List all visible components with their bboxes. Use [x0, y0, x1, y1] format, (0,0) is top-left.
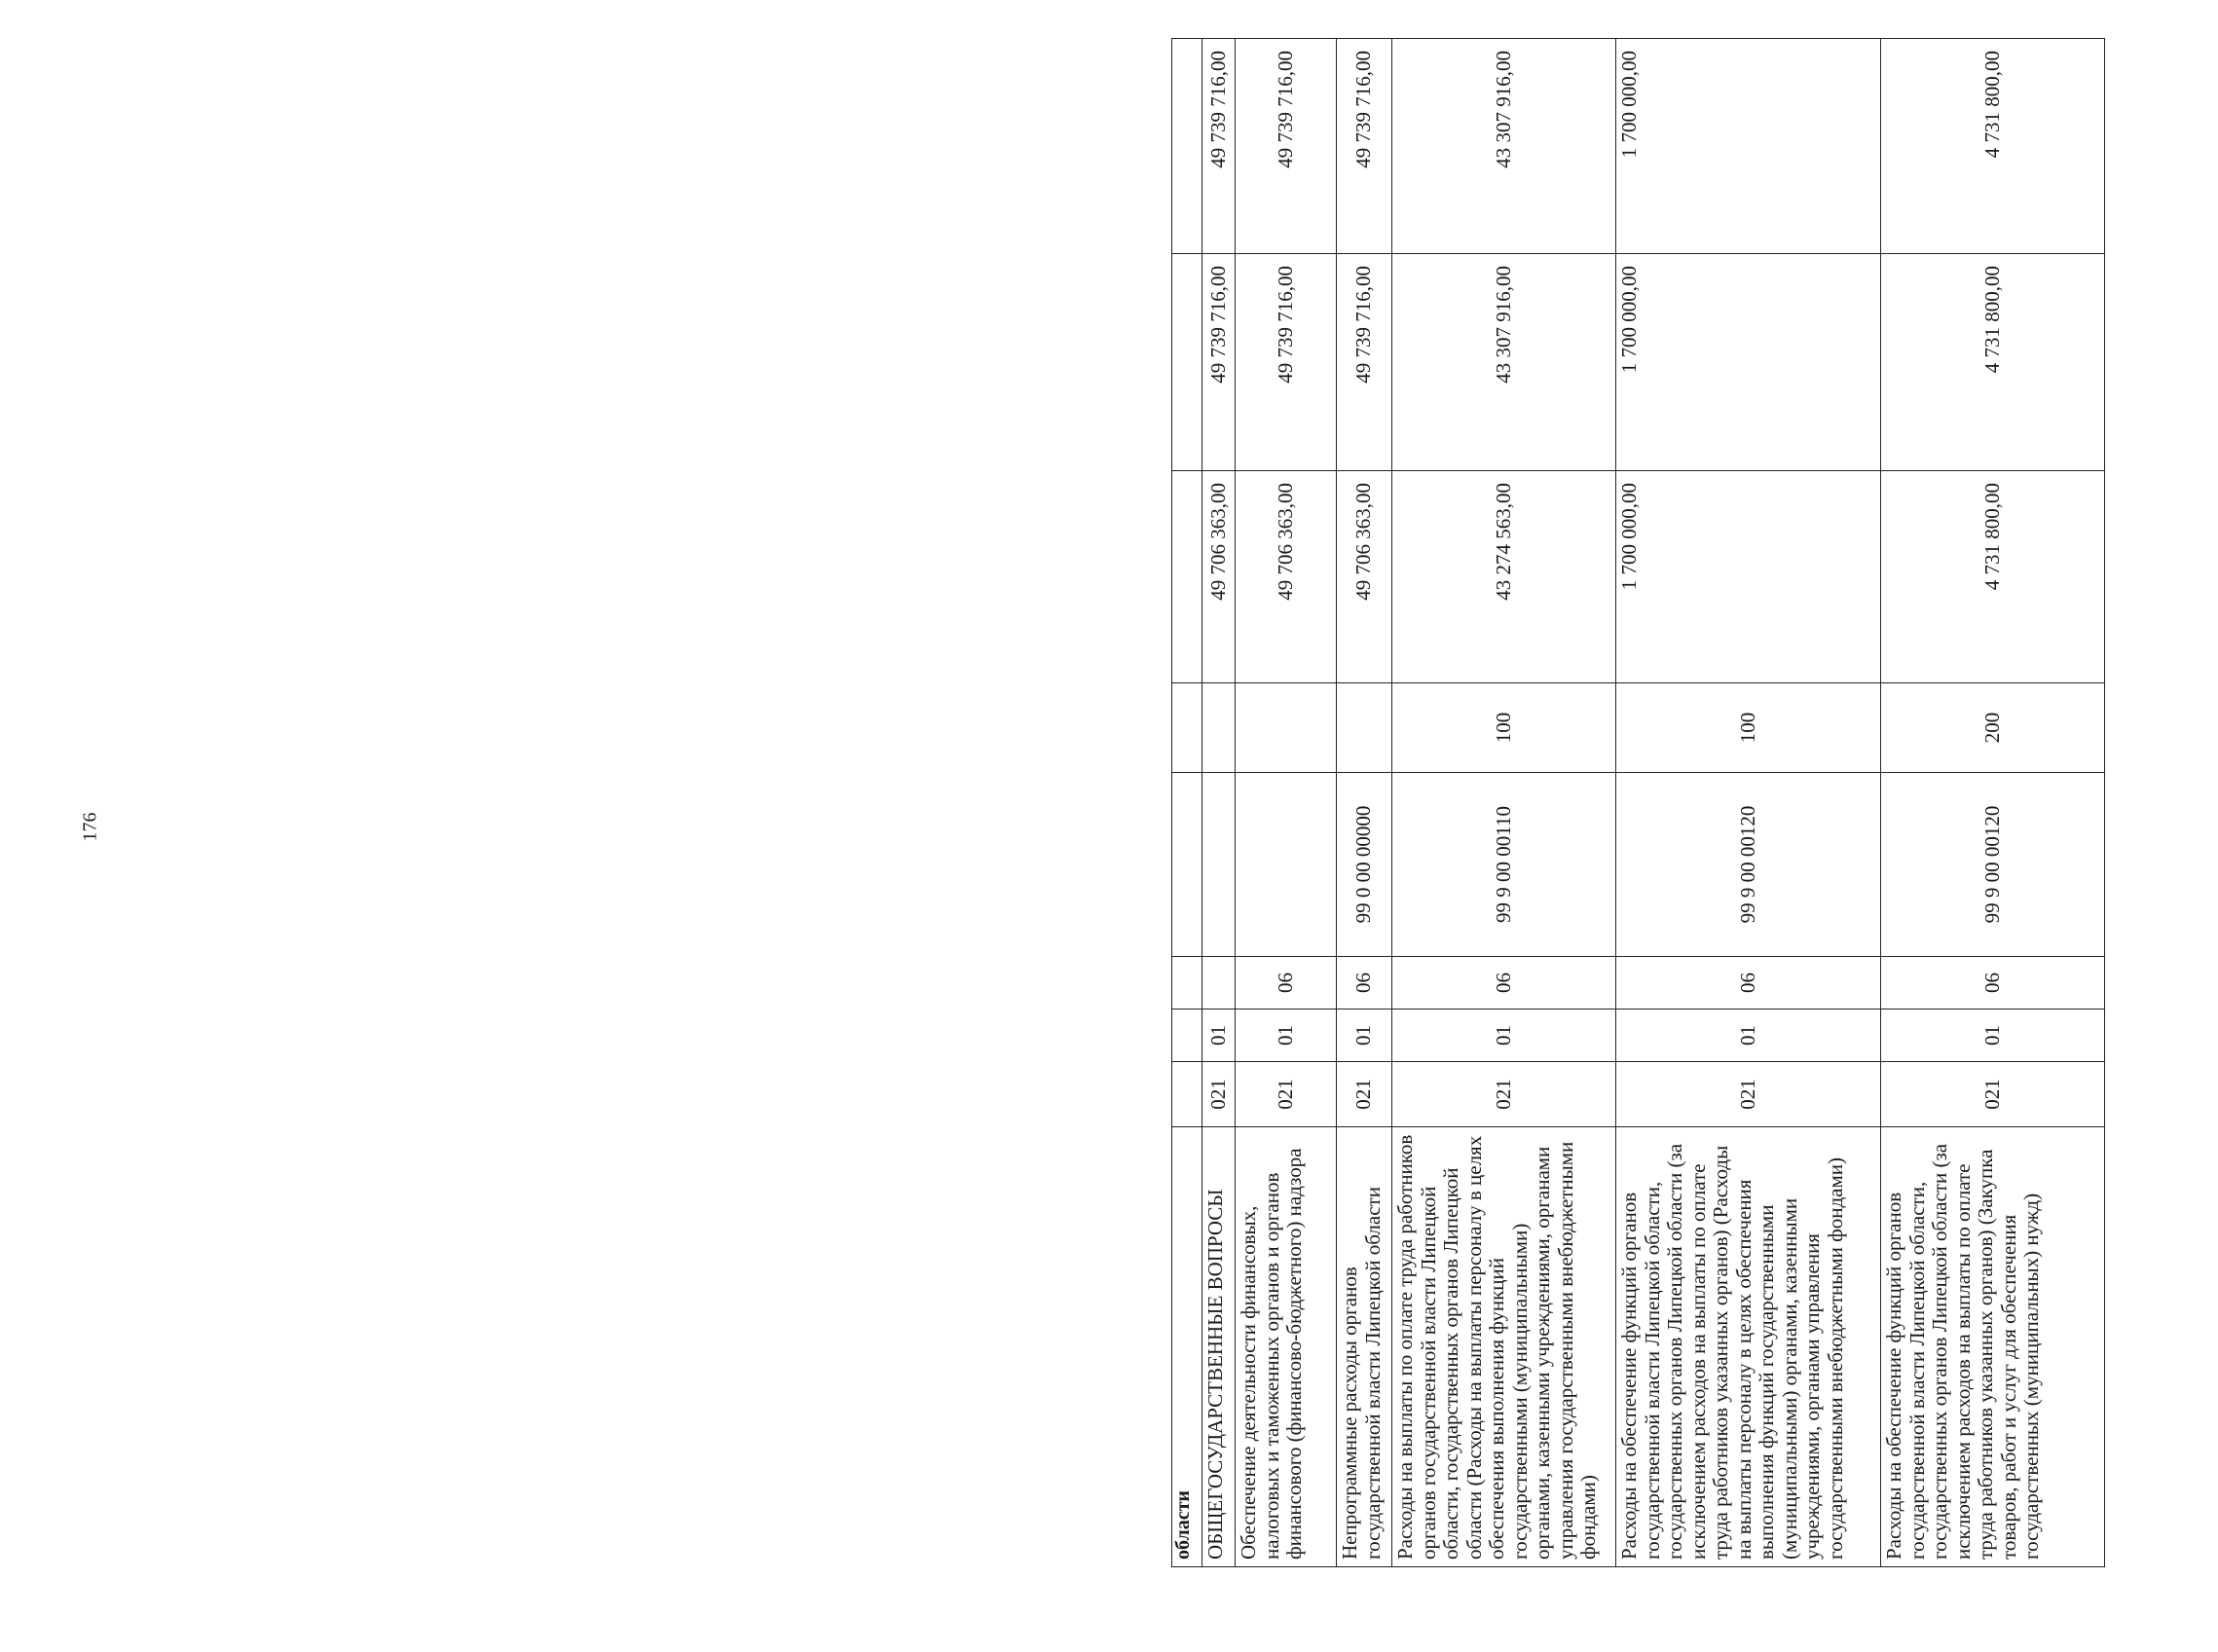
- amount-year-3: 4 731 800,00: [1881, 39, 2105, 254]
- header-empty-cell: [1172, 1010, 1202, 1062]
- row-description: Расходы на выплаты по оплате труда работников органов государственной власти Липецкой области, государственных органов Липецкой области (Расходы на выплаты персоналу в целях обеспечения выполнения функций государственными (муниципальными) органами, казенными учреждениями, органами управления государственными внебюджетными фондами): [1392, 1127, 1616, 1567]
- table-row: [1236, 39, 1337, 1567]
- section-code: 01: [1202, 1010, 1236, 1062]
- section-code: 01: [1337, 1010, 1392, 1062]
- header-empty-cell: [1172, 471, 1202, 683]
- ved-code: 021: [1236, 1062, 1337, 1127]
- subsection-code: 06: [1337, 957, 1392, 1010]
- ved-code: 021: [1616, 1062, 1881, 1127]
- amount-year-2: 49 739 716,00: [1337, 254, 1392, 471]
- amount-year-3: 43 307 916,00: [1392, 39, 1616, 254]
- header-label: области: [1172, 1127, 1202, 1567]
- expense-type-code: [1236, 683, 1337, 773]
- ved-code: 021: [1392, 1062, 1616, 1127]
- table-row: [1392, 39, 1616, 1567]
- row-description: Расходы на обеспечение функций органов государственной власти Липецкой области, государственных органов Липецкой области (за исключением расходов на выплаты по оплате труда работников указанных органов) (Расходы на выплаты персоналу в целях обеспечения выполнения функций государственными (муниципальными) органами, казенными учреждениями, органами управления государственными внебюджетными фондами): [1616, 1127, 1881, 1567]
- section-code: 01: [1392, 1010, 1616, 1062]
- expense-type-code: [1337, 683, 1392, 773]
- header-empty-cell: [1172, 957, 1202, 1010]
- header-empty-cell: [1172, 683, 1202, 773]
- row-description: ОБЩЕГОСУДАРСТВЕННЫЕ ВОПРОСЫ: [1202, 1127, 1236, 1567]
- expense-type-code: 100: [1392, 683, 1616, 773]
- amount-year-1: 49 706 363,00: [1202, 471, 1236, 683]
- amount-year-1: 49 706 363,00: [1337, 471, 1392, 683]
- amount-year-2: 4 731 800,00: [1881, 254, 2105, 471]
- amount-year-1: 1 700 000,00: [1616, 471, 1881, 683]
- table-row: [1616, 39, 1881, 1567]
- budget-table: [1171, 38, 2105, 1567]
- header-empty-cell: [1172, 254, 1202, 471]
- header-empty-cell: [1172, 773, 1202, 957]
- amount-year-1: 4 731 800,00: [1881, 471, 2105, 683]
- amount-year-2: 43 307 916,00: [1392, 254, 1616, 471]
- amount-year-3: 49 739 716,00: [1202, 39, 1236, 254]
- ved-code: 021: [1202, 1062, 1236, 1127]
- amount-year-1: 49 706 363,00: [1236, 471, 1337, 683]
- target-article-code: 99 9 00 00110: [1392, 773, 1616, 957]
- amount-year-1: 43 274 563,00: [1392, 471, 1616, 683]
- amount-year-3: 49 739 716,00: [1236, 39, 1337, 254]
- subsection-code: 06: [1881, 957, 2105, 1010]
- header-row: [1172, 39, 1202, 1567]
- section-code: 01: [1236, 1010, 1337, 1062]
- section-code: 01: [1616, 1010, 1881, 1062]
- section-code: 01: [1881, 1010, 2105, 1062]
- budget-table-rotated: [1171, 39, 2218, 1567]
- expense-type-code: [1202, 683, 1236, 773]
- target-article-code: [1202, 773, 1236, 957]
- amount-year-3: 49 739 716,00: [1337, 39, 1392, 254]
- amount-year-3: 1 700 000,00: [1616, 39, 1881, 254]
- target-article-code: 99 9 00 00120: [1616, 773, 1881, 957]
- amount-year-2: 1 700 000,00: [1616, 254, 1881, 471]
- header-empty-cell: [1172, 1062, 1202, 1127]
- table-row: [1202, 39, 1236, 1567]
- target-article-code: 99 0 00 00000: [1337, 773, 1392, 957]
- amount-year-2: 49 739 716,00: [1236, 254, 1337, 471]
- row-description: Обеспечение деятельности финансовых, налоговых и таможенных органов и органов финансового (финансово-бюджетного) надзора: [1236, 1127, 1337, 1567]
- subsection-code: 06: [1616, 957, 1881, 1010]
- subsection-code: 06: [1392, 957, 1616, 1010]
- ved-code: 021: [1337, 1062, 1392, 1127]
- expense-type-code: 200: [1881, 683, 2105, 773]
- amount-year-2: 49 739 716,00: [1202, 254, 1236, 471]
- target-article-code: 99 9 00 00120: [1881, 773, 2105, 957]
- subsection-code: [1202, 957, 1236, 1010]
- row-description: Непрограммные расходы органов государственной власти Липецкой области: [1337, 1127, 1392, 1567]
- expense-type-code: 100: [1616, 683, 1881, 773]
- page-number: 176: [79, 812, 101, 842]
- table-row: [1881, 39, 2105, 1567]
- target-article-code: [1236, 773, 1337, 957]
- ved-code: 021: [1881, 1062, 2105, 1127]
- subsection-code: 06: [1236, 957, 1337, 1010]
- header-empty-cell: [1172, 39, 1202, 254]
- row-description: Расходы на обеспечение функций органов государственной власти Липецкой области, государственных органов Липецкой области (за исключением расходов на выплаты по оплате труда работников указанных органов) (Закупка товаров, работ и услуг для обеспечения государственных (муниципальных) нужд): [1881, 1127, 2105, 1567]
- table-row: [1337, 39, 1392, 1567]
